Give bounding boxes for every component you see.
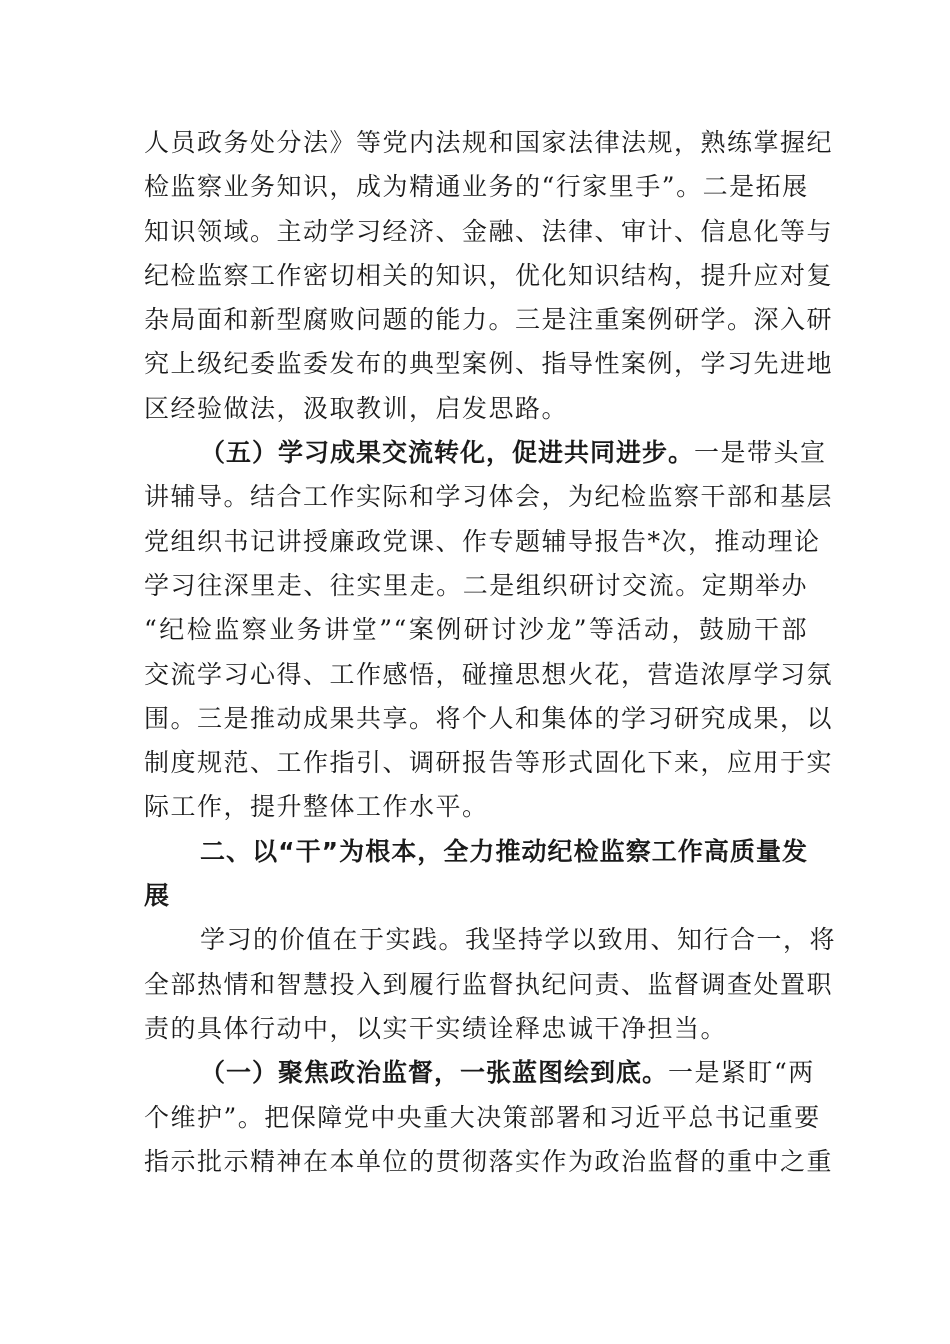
paragraph-line: 杂局面和新型腐败问题的能力。三是注重案例研学。深入研 xyxy=(144,305,834,335)
paragraph-line: 学习往深里走、往实里走。二是组织研讨交流。定期举办 xyxy=(144,570,808,600)
paragraph-line: 纪检监察工作密切相关的知识，优化知识结构，提升应对复 xyxy=(144,260,834,290)
paragraph-line: 制度规范、工作指引、调研报告等形式固化下来，应用于实 xyxy=(144,748,834,778)
paragraph-line: 党组织书记讲授廉政党课、作专题辅导报告*次，推动理论 xyxy=(144,526,821,556)
paragraph-line: 讲辅导。结合工作实际和学习体会，为纪检监察干部和基层 xyxy=(144,482,834,512)
paragraph-line: 责的具体行动中，以实干实绩诠释忠诚干净担当。 xyxy=(144,1013,728,1043)
subsection-heading-line xyxy=(144,431,827,475)
paragraph-line: 检监察业务知识，成为精通业务的“行家里手”。二是拓展 xyxy=(144,172,809,202)
paragraph-line: 交流学习心得、工作感悟，碰撞思想火花，营造浓厚学习氛 xyxy=(144,659,834,689)
paragraph-text: 一是带头宣 xyxy=(694,438,827,468)
paragraph-line: 区经验做法，汲取教训，启发思路。 xyxy=(144,393,569,423)
paragraph-line: 个维护”。把保障党中央重大决策部署和习近平总书记重要 xyxy=(144,1102,821,1132)
paragraph-line: 究上级纪委监委发布的典型案例、指导性案例，学习先进地 xyxy=(144,349,834,379)
paragraph-line: 指示批示精神在本单位的贯彻落实作为政治监督的重中之重 xyxy=(144,1146,834,1176)
paragraph-line: 学习的价值在于实践。我坚持学以致用、知行合一，将 xyxy=(200,925,837,955)
paragraph-line: 人员政务处分法》等党内法规和国家法律法规，熟练掌握纪 xyxy=(144,128,834,157)
subsection-heading: （一）聚焦政治监督，一张蓝图绘到底。 xyxy=(200,1058,669,1088)
section-heading-continued: 展 xyxy=(144,881,171,911)
paragraph-line: 际工作，提升整体工作水平。 xyxy=(144,792,489,822)
paragraph-line: “纪检监察业务讲堂”“案例研讨沙龙”等活动，鼓励干部 xyxy=(144,615,808,645)
subsection-heading: （五）学习成果交流转化，促进共同进步。 xyxy=(200,438,695,468)
section-heading: 二、以“干”为根本，全力推动纪检监察工作高质量发 xyxy=(200,836,808,866)
subsection-heading-line xyxy=(144,1051,815,1095)
document-body xyxy=(144,121,837,1184)
paragraph-text: 一是紧盯“两 xyxy=(668,1058,815,1088)
paragraph-line: 围。三是推动成果共享。将个人和集体的学习研究成果，以 xyxy=(144,703,834,733)
paragraph-line: 全部热情和智慧投入到履行监督执纪问责、监督调查处置职 xyxy=(144,969,834,999)
paragraph-line: 知识领域。主动学习经济、金融、法律、审计、信息化等与 xyxy=(144,216,834,246)
